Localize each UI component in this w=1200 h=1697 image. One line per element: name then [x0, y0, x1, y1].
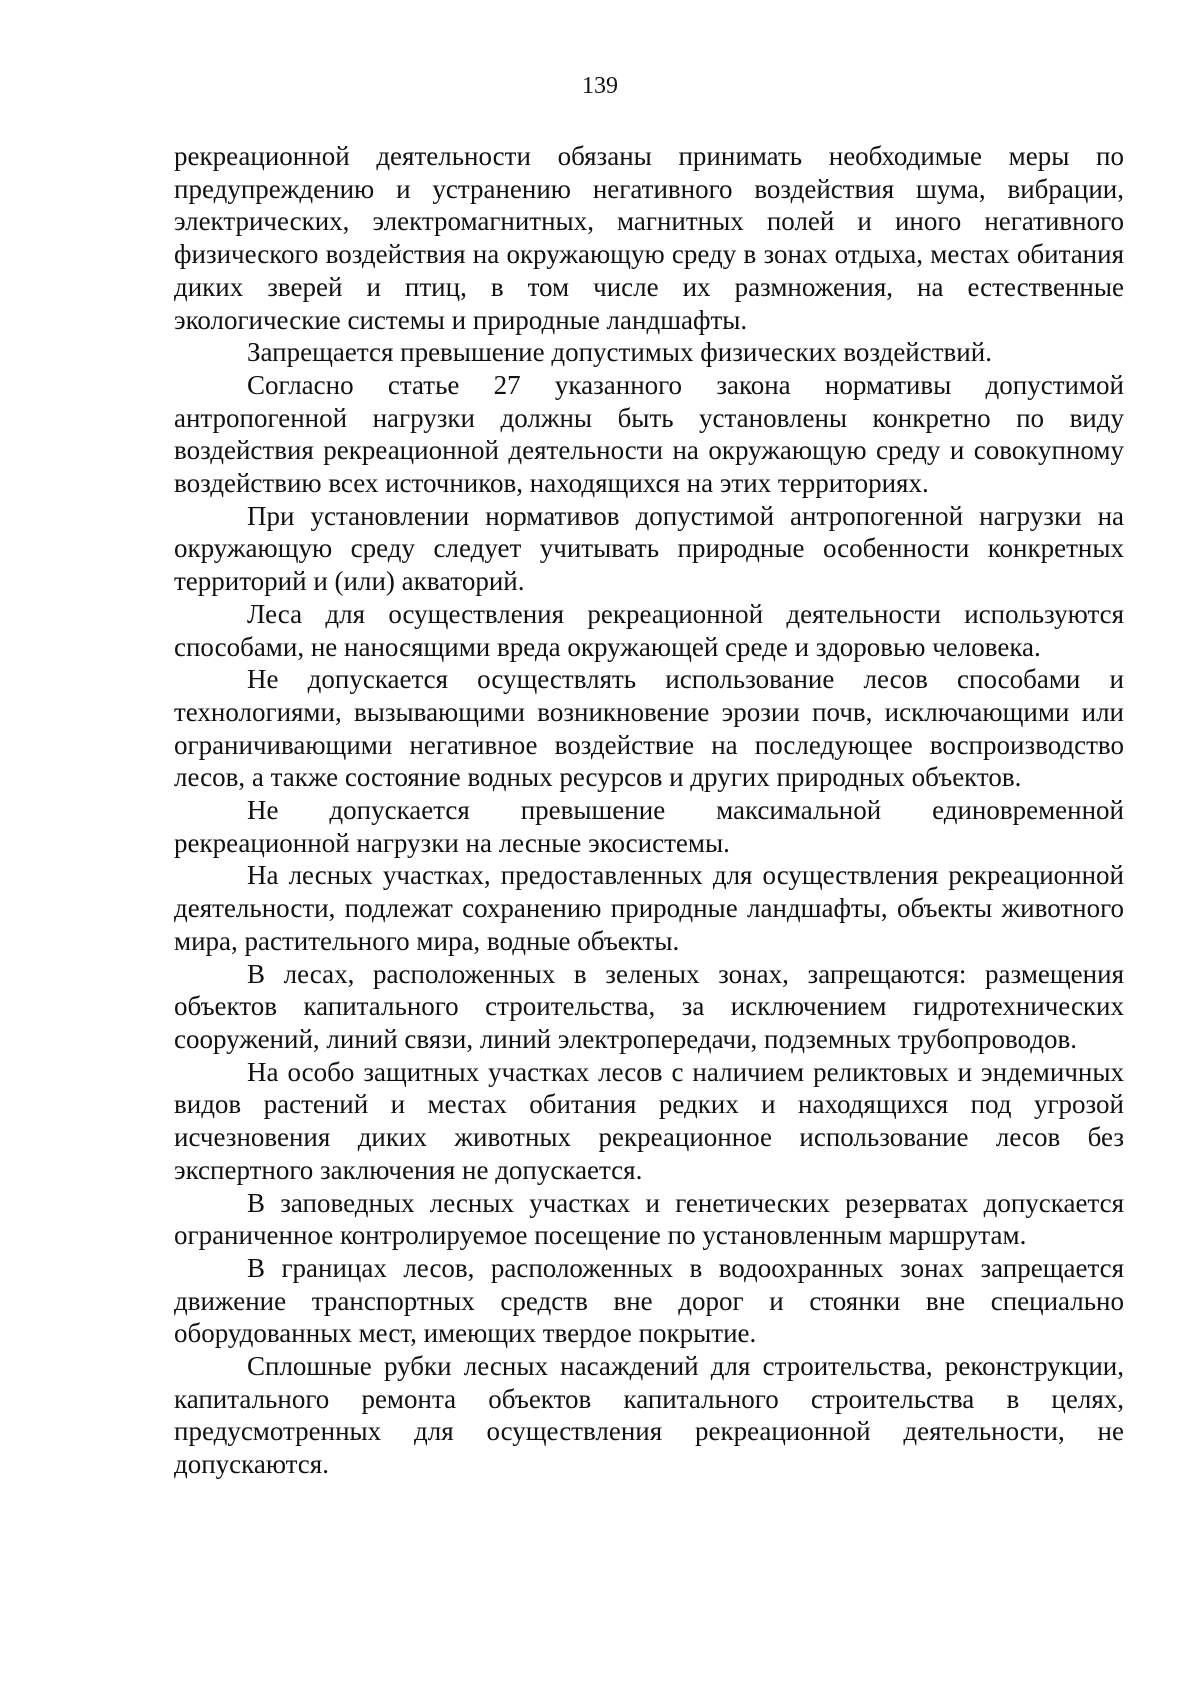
paragraph-11: В заповедных лесных участках и генетических резерватах допускается ограниченное контролируемое посещение по установленным маршрутам. — [174, 1187, 1124, 1251]
paragraph-13: Сплошные рубки лесных насаждений для строительства, реконструкции, капитального ремонта объектов капитального строительства в целях, предусмотренных для осуществления рекреационной деятельности, не допускаются. — [174, 1351, 1124, 1480]
page-number: 139 — [582, 73, 618, 99]
paragraph-12: В границах лесов, расположенных в водоохранных зонах запрещается движение транспортных средств вне дорог и стоянки вне специально оборудованных мест, имеющих твердое покрытие. — [174, 1252, 1124, 1349]
paragraph-4: При установлении нормативов допустимой антропогенной нагрузки на окружающую среду следует учитывать природные особенности конкретных территорий и (или) акваторий. — [174, 500, 1124, 597]
paragraph-2: Запрещается превышение допустимых физических воздействий. — [247, 337, 992, 368]
document-body — [174, 140, 1124, 1481]
paragraph-1: рекреационной деятельности обязаны принимать необходимые меры по предупреждению и устранению негативного воздействия шума, вибрации, электрических, электромагнитных, магнитных полей и иного негативного физического воздействия на окружающую среду в зонах отдыха, местах обитания диких зверей и птиц, в том числе их размножения, на естественные экологические системы и природные ландшафты. — [174, 141, 1124, 335]
paragraph-10: На особо защитных участках лесов с наличием реликтовых и эндемичных видов растений и местах обитания редких и находящихся под угрозой исчезновения диких животных рекреационное использование лесов без экспертного заключения не допускается. — [174, 1056, 1124, 1185]
paragraph-9: В лесах, расположенных в зеленых зонах, запрещаются: размещения объектов капитального строительства, за исключением гидротехнических сооружений, линий связи, линий электропередачи, подземных трубопроводов. — [174, 958, 1124, 1054]
paragraph-5: Леса для осуществления рекреационной деятельности используются способами, не наносящими вреда окружающей среде и здоровью человека. — [174, 598, 1124, 662]
paragraph-6: Не допускается осуществлять использование лесов способами и технологиями, вызывающими возникновение эрозии почв, исключающими или ограничивающими негативное воздействие на последующее воспроизводство лесов, а также состояние водных ресурсов и других природных объектов. — [174, 664, 1124, 793]
paragraph-8: На лесных участках, предоставленных для осуществления рекреационной деятельности, подлежат сохранению природные ландшафты, объекты животного мира, растительного мира, водные объекты. — [174, 860, 1124, 956]
paragraph-3: Согласно статье 27 указанного закона нормативы допустимой антропогенной нагрузки должны быть установлены конкретно по виду воздействия рекреационной деятельности на окружающую среду и совокупному воздействию всех источников, находящихся на этих территориях. — [174, 369, 1124, 499]
paragraph-7: Не допускается превышение максимальной единовременной рекреационной нагрузки на лесные экосистемы. — [174, 795, 1124, 858]
